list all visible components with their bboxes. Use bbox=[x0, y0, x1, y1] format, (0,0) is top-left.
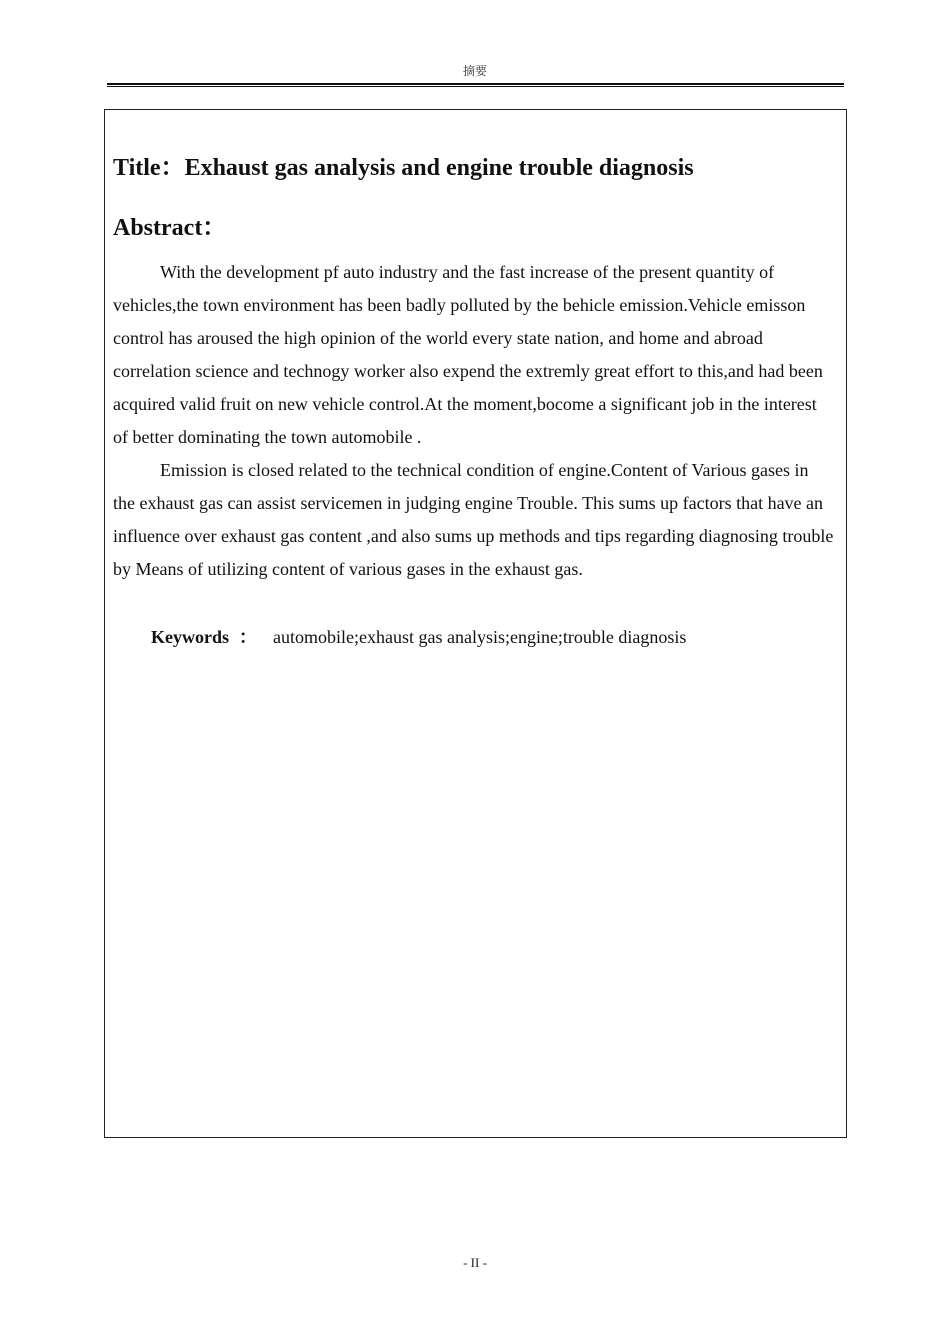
title-line bbox=[113, 152, 694, 184]
header-rule bbox=[107, 83, 844, 87]
abstract-heading: Abstract： bbox=[113, 215, 227, 241]
keywords-colon: ： bbox=[239, 627, 257, 647]
abstract-paragraph: With the development pf auto industry and the fast increase of the present quantity of vehicles,the town environment has been badly polluted by the behicle emission.Vehicle emisson control has aroused the high opinion of the world every state nation, and home and abroad correlation science and technogy worker also expend the extremly great effort to this,and had been acquired valid fruit on new vehicle control.At the moment,bocome a significant job in the interest of better dominating the town automobile . bbox=[113, 262, 823, 447]
keywords-label: Keywords bbox=[151, 627, 229, 647]
keywords-line bbox=[151, 622, 686, 652]
title-label: Title： bbox=[113, 155, 185, 181]
keywords-text: automobile;exhaust gas analysis;engine;trouble diagnosis bbox=[273, 627, 687, 647]
page-number: - II - bbox=[463, 1255, 487, 1270]
running-header: 摘要 bbox=[462, 64, 487, 78]
abstract-body bbox=[113, 256, 835, 586]
abstract-paragraph: Emission is closed related to the technical condition of engine.Content of Various gases in the exhaust gas can assist servicemen in judging engine Trouble. This sums up factors that have an influence over exhaust gas content ,and also sums up methods and tips regarding diagnosing trouble by Means of utilizing content of various gases in the exhaust gas. bbox=[113, 460, 834, 579]
title-text: Exhaust gas analysis and engine trouble diagnosis bbox=[184, 155, 694, 181]
